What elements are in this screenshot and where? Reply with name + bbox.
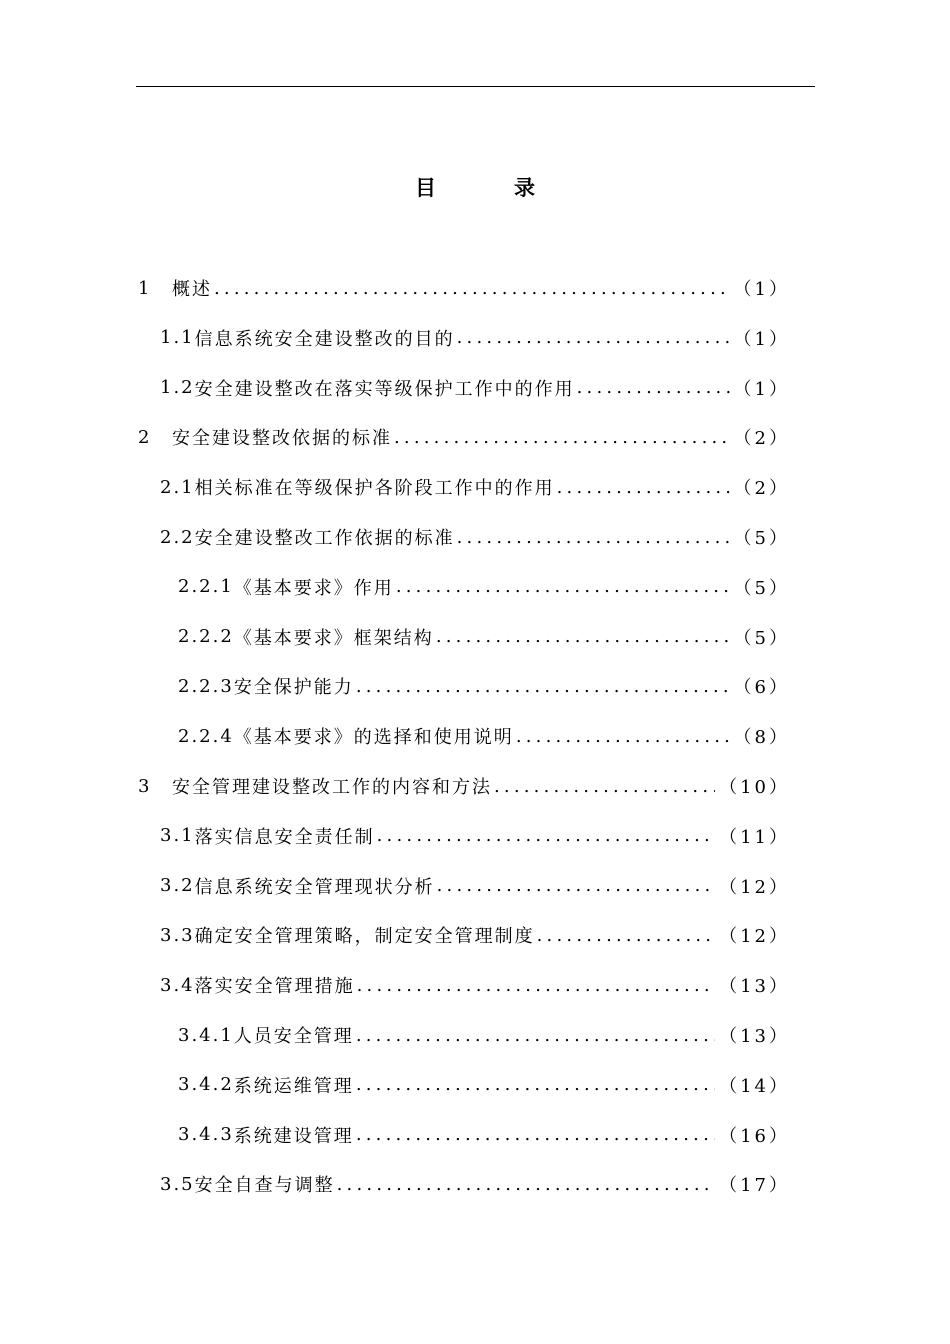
page-title: 目录 (415, 176, 613, 200)
toc-dot-leader (356, 1074, 715, 1095)
toc-entry[interactable] (160, 373, 790, 403)
toc-dot-leader (457, 327, 730, 348)
toc-entry[interactable] (178, 1070, 790, 1100)
toc-entry-page: （12） (719, 876, 790, 898)
toc-entry-page: （16） (719, 1125, 790, 1147)
toc-entry[interactable] (178, 622, 790, 652)
toc-entry-title: 概述 (172, 279, 212, 300)
toc-entry[interactable] (178, 1120, 790, 1150)
toc-entry-page: （11） (719, 826, 790, 848)
toc-entry-number: 3.4 (160, 974, 195, 996)
toc-entry-page: （1） (733, 279, 790, 300)
toc-dot-leader (357, 975, 715, 996)
toc-entry[interactable] (160, 871, 790, 901)
toc-entry[interactable] (160, 1169, 790, 1199)
toc-entry[interactable] (138, 273, 790, 303)
toc-dot-leader (356, 676, 730, 697)
toc-dot-leader (516, 726, 730, 747)
toc-entry-number: 3 (138, 775, 152, 797)
toc-entry-number: 2 (138, 426, 152, 448)
toc-entry[interactable] (160, 970, 790, 1000)
toc-entry-number: 1.1 (160, 327, 195, 349)
toc-dot-leader (436, 626, 730, 647)
toc-entry-title: 人员安全管理 (233, 1026, 354, 1047)
toc-entry-page: （2） (733, 428, 790, 450)
toc-entry[interactable] (138, 422, 790, 452)
toc-entry-number: 1 (138, 277, 152, 299)
toc-entry-number: 2.2.4 (178, 725, 234, 747)
toc-entry-number: 1.2 (160, 377, 195, 399)
toc-entry[interactable] (160, 821, 790, 851)
toc-entry-title: 安全管理建设整改工作的内容和方法 (172, 777, 492, 798)
toc-entry-page: （13） (719, 976, 790, 998)
toc-entry-title: 相关标准在等级保护各阶段工作中的作用 (194, 478, 555, 500)
toc-dot-leader (356, 1124, 715, 1145)
toc-entry-title: 安全建设整改在落实等级保护工作中的作用 (194, 378, 575, 400)
toc-entry[interactable] (178, 572, 790, 602)
toc-entry[interactable] (178, 671, 790, 701)
toc-dot-leader (437, 875, 715, 896)
toc-dot-leader (214, 278, 730, 299)
toc-entry-page: （1） (733, 378, 790, 400)
toc-entry-number: 3.4.2 (178, 1074, 234, 1096)
toc-entry-page: （8） (733, 727, 790, 749)
toc-entry[interactable] (178, 1020, 790, 1050)
toc-entry[interactable] (160, 323, 790, 353)
toc-dot-leader (577, 377, 730, 398)
toc-entry-title: 《基本要求》作用 (233, 577, 394, 599)
toc-entry-page: （10） (719, 777, 790, 798)
toc-entry[interactable] (160, 920, 790, 950)
toc-entry[interactable] (138, 771, 790, 801)
toc-entry-title: 安全保护能力 (233, 677, 354, 699)
toc-dot-leader (356, 1025, 715, 1046)
toc-entry-number: 2.2.2 (178, 626, 234, 648)
toc-dot-leader (457, 527, 730, 548)
toc-entry[interactable] (160, 522, 790, 552)
toc-entry-page: （1） (733, 328, 790, 350)
toc-entry-number: 3.1 (160, 825, 195, 847)
toc-entry[interactable] (178, 721, 790, 751)
toc-entry[interactable] (160, 472, 790, 502)
toc-entry-title: 安全建设整改工作依据的标准 (194, 528, 455, 549)
toc-entry-number: 3.4.3 (178, 1124, 234, 1146)
toc-entry-number: 3.3 (160, 924, 195, 946)
toc-entry-number: 2.2.3 (178, 675, 234, 697)
toc-entry-number: 2.2.1 (178, 576, 234, 598)
toc-entry-page: （13） (719, 1026, 790, 1047)
toc-dot-leader (396, 576, 730, 597)
toc-dot-leader (557, 477, 730, 498)
toc-entry-page: （2） (733, 478, 790, 500)
toc-entry-title: 确定安全管理策略，制定安全管理制度 (194, 926, 535, 948)
toc-entry-page: （5） (733, 577, 790, 599)
toc-entry-page: （14） (719, 1075, 790, 1097)
toc-entry-title: 系统建设管理 (233, 1125, 354, 1147)
toc-entry-title: 落实安全管理措施 (194, 976, 355, 998)
toc-entry-title: 系统运维管理 (233, 1075, 354, 1097)
toc-entry-title: 信息系统安全建设整改的目的 (194, 328, 455, 350)
toc-dot-leader (337, 1174, 715, 1195)
toc-entry-number: 3.5 (160, 1173, 195, 1195)
toc-dot-leader (494, 776, 715, 797)
toc-dot-leader (394, 427, 730, 448)
toc-entry-title: 信息系统安全管理现状分析 (194, 876, 435, 898)
toc-entry-number: 2.1 (160, 476, 195, 498)
toc-entry-title: 安全建设整改依据的标准 (172, 428, 392, 450)
toc-entry-title: 《基本要求》的选择和使用说明 (233, 727, 514, 749)
toc-entry-number: 3.4.1 (178, 1024, 234, 1046)
toc-entry-title: 安全自查与调整 (194, 1175, 335, 1197)
toc-entry-page: （17） (719, 1175, 790, 1197)
toc-entry-page: （12） (719, 926, 790, 948)
toc-entry-title: 《基本要求》框架结构 (233, 627, 434, 649)
toc-entry-page: （5） (733, 528, 790, 549)
toc-dot-leader (377, 825, 715, 846)
toc-entry-title: 落实信息安全责任制 (194, 826, 375, 848)
toc-dot-leader (537, 925, 715, 946)
toc-entry-page: （6） (733, 677, 790, 699)
toc-entry-number: 2.2 (160, 526, 195, 548)
toc-entry-number: 3.2 (160, 875, 195, 897)
toc-entry-page: （5） (733, 627, 790, 649)
